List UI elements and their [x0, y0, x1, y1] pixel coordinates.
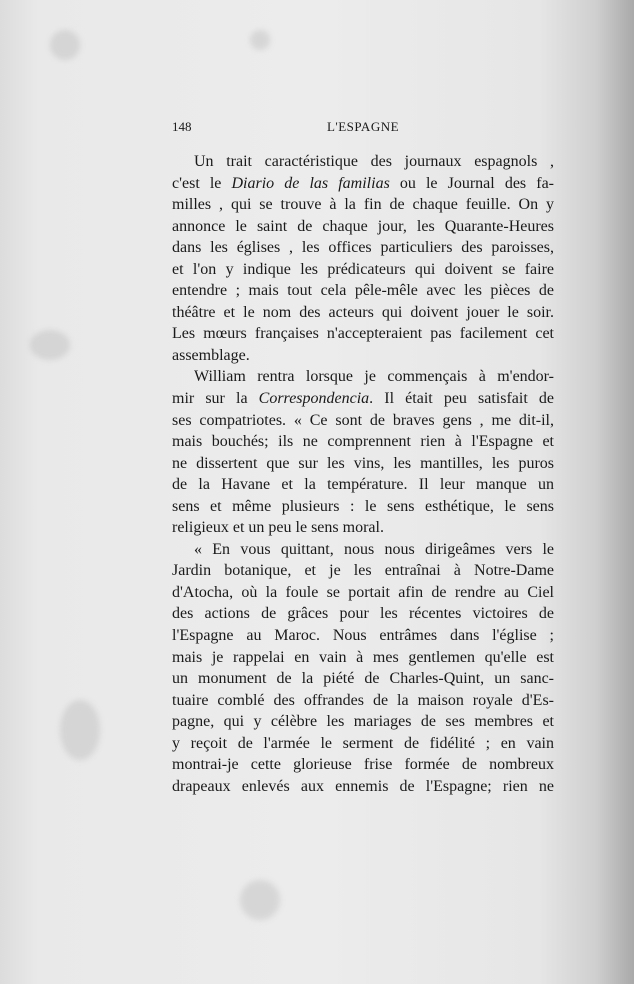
- text-line: [172, 431, 554, 453]
- text-segment: . Il était peu satisfait de: [369, 390, 554, 408]
- text-segment: mir sur la: [172, 390, 259, 408]
- page-number: 148: [172, 119, 192, 134]
- text-segment: de la Havane et la température. Il leur manque un: [172, 476, 554, 494]
- text-line: [172, 517, 554, 539]
- paper-stain: [50, 30, 80, 60]
- italic-title: Diario de las familias: [231, 174, 390, 192]
- text-line: [172, 216, 554, 238]
- text-line: [172, 410, 554, 432]
- text-segment: pagne, qui y célèbre les mariages de ses membres et: [172, 713, 554, 731]
- text-line: [172, 668, 554, 690]
- text-segment: milles , qui se trouve à la fin de chaque feuille. On y: [172, 196, 554, 214]
- text-line: [172, 647, 554, 669]
- text-segment: tuaire comblé des offrandes de la maison royale d'Es-: [172, 691, 554, 709]
- paper-stain: [250, 30, 270, 50]
- text-line: [172, 453, 554, 475]
- text-line: [172, 776, 554, 798]
- text-line: [172, 474, 554, 496]
- paper-stain: [30, 330, 70, 360]
- text-line: [172, 323, 554, 345]
- text-segment: sens et même plusieurs : le sens esthétique, le sens: [172, 497, 554, 515]
- text-line: [172, 582, 554, 604]
- text-segment: « En vous quittant, nous nous dirigeâmes vers le: [194, 540, 554, 558]
- text-segment: annonce le saint de chaque jour, les Quarante-Heures: [172, 217, 554, 235]
- text-line: [172, 237, 554, 259]
- text-line: [172, 302, 554, 324]
- text-line: [172, 733, 554, 755]
- text-line: [172, 388, 554, 410]
- body-text: [172, 151, 554, 797]
- text-segment: un monument de la piété de Charles-Quint, un sanc-: [172, 670, 554, 688]
- text-segment: y reçoit de l'armée le serment de fidélité ; en vain: [172, 734, 554, 752]
- text-segment: mais je rappelai en vain à mes gentlemen qu'elle est: [172, 648, 554, 666]
- text-segment: drapeaux enlevés aux ennemis de l'Espagne; rien ne: [172, 777, 554, 795]
- text-segment: théâtre et le nom des acteurs qui doivent jouer le soir.: [172, 303, 554, 321]
- paper-stain: [240, 880, 280, 920]
- text-line: [172, 754, 554, 776]
- text-segment: et l'on y indique les prédicateurs qui doivent se faire: [172, 260, 554, 278]
- text-line: [172, 603, 554, 625]
- text-segment: Les mœurs françaises n'accepteraient pas facilement cet: [172, 325, 554, 343]
- text-line: [172, 711, 554, 733]
- text-line: [172, 366, 554, 388]
- text-line: [172, 625, 554, 647]
- text-segment: des actions de grâces pour les récentes victoires de: [172, 605, 554, 623]
- text-segment: William rentra lorsque je commençais à m'endor-: [194, 368, 554, 386]
- text-segment: Jardin botanique, et je les entraînai à Notre-Dame: [172, 562, 554, 580]
- paper-stain: [60, 700, 100, 760]
- text-segment: ou le Journal des fa-: [389, 174, 554, 192]
- italic-title: Correspondencia: [258, 390, 370, 408]
- text-segment: religieux et un peu le sens moral.: [172, 519, 384, 537]
- text-line: [172, 259, 554, 281]
- text-segment: ses compatriotes. « Ce sont de braves gens , me dit-il,: [172, 411, 554, 429]
- text-segment: entendre ; mais tout cela pêle-mêle avec les pièces de: [172, 282, 554, 300]
- text-line: [172, 345, 554, 367]
- text-segment: d'Atocha, où la foule se portait afin de rendre au Ciel: [172, 583, 554, 601]
- text-line: [172, 560, 554, 582]
- page-header: [172, 119, 554, 137]
- text-segment: assemblage.: [172, 346, 250, 364]
- text-line: [172, 151, 554, 173]
- text-line: [172, 539, 554, 561]
- text-line: [172, 173, 554, 195]
- running-title: L'ESPAGNE: [326, 119, 400, 134]
- text-segment: l'Espagne au Maroc. Nous entrâmes dans l'église ;: [172, 627, 554, 645]
- text-segment: montrai-je cette glorieuse frise formée de nombreux: [172, 756, 554, 774]
- text-segment: Un trait caractéristique des journaux espagnols ,: [194, 153, 554, 170]
- text-line: [172, 280, 554, 302]
- text-line: [172, 194, 554, 216]
- text-segment: dans les églises , les offices particuliers des paroisses,: [172, 239, 554, 257]
- text-segment: c'est le: [172, 174, 232, 192]
- text-segment: mais bouchés; ils ne comprennent rien à l'Espagne et: [172, 433, 554, 451]
- text-segment: ne dissertent que sur les vins, les mantilles, les puros: [172, 454, 554, 472]
- text-line: [172, 690, 554, 712]
- text-line: [172, 496, 554, 518]
